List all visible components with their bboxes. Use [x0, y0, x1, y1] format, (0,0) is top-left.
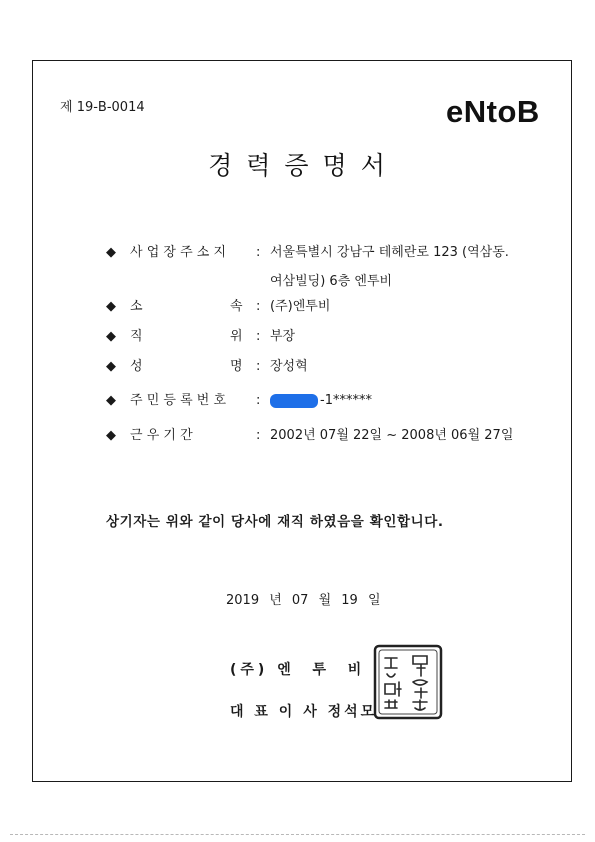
diamond-bullet-icon: ◆ [106, 299, 116, 314]
issue-date: 2019 년 07 월 19 일 [226, 593, 381, 608]
issuer-company: (주) 엔 투 비 [230, 662, 366, 678]
address-label: 사 업 장 주 소 지 [130, 245, 227, 260]
redaction-mark [270, 394, 318, 408]
colon: : [256, 245, 261, 260]
employment-period-value: 2002년 07월 22일 ~ 2008년 06월 27일 [270, 428, 514, 443]
position-value: 부장 [270, 329, 296, 344]
diamond-bullet-icon: ◆ [106, 245, 116, 260]
diamond-bullet-icon: ◆ [106, 329, 116, 344]
position-label: 직 위 [130, 329, 243, 344]
company-seal-icon [373, 644, 443, 720]
diamond-bullet-icon: ◆ [106, 393, 116, 408]
address-value: 서울특별시 강남구 테헤란로 123 (역삼동. [270, 245, 509, 260]
colon: : [256, 299, 261, 314]
diamond-bullet-icon: ◆ [106, 428, 116, 443]
resident-number-label: 주 민 등 록 번 호 [130, 393, 227, 408]
colon: : [256, 428, 261, 443]
department-label: 소 속 [130, 299, 243, 314]
name-value: 장성혁 [270, 359, 308, 374]
document-title: 경력증명서 [208, 151, 399, 180]
page-cut-line [10, 834, 585, 835]
address-value-line2: 여삼빌딩) 6층 엔투비 [270, 274, 393, 289]
name-label: 성 명 [130, 359, 243, 374]
company-logo: eNtoB [446, 94, 540, 129]
colon: : [256, 329, 261, 344]
document-number: 제 19-B-0014 [60, 100, 145, 115]
resident-number-value: -1****** [270, 392, 560, 410]
employment-period-label: 근 우 기 간 [130, 428, 193, 443]
certification-statement: 상기자는 위와 같이 당사에 재직 하였음을 확인합니다. [106, 514, 444, 530]
diamond-bullet-icon: ◆ [106, 359, 116, 374]
department-value: (주)엔투비 [270, 299, 331, 314]
colon: : [256, 393, 261, 408]
issuer-representative: 대 표 이 사 정석모 [230, 704, 378, 720]
colon: : [256, 359, 261, 374]
